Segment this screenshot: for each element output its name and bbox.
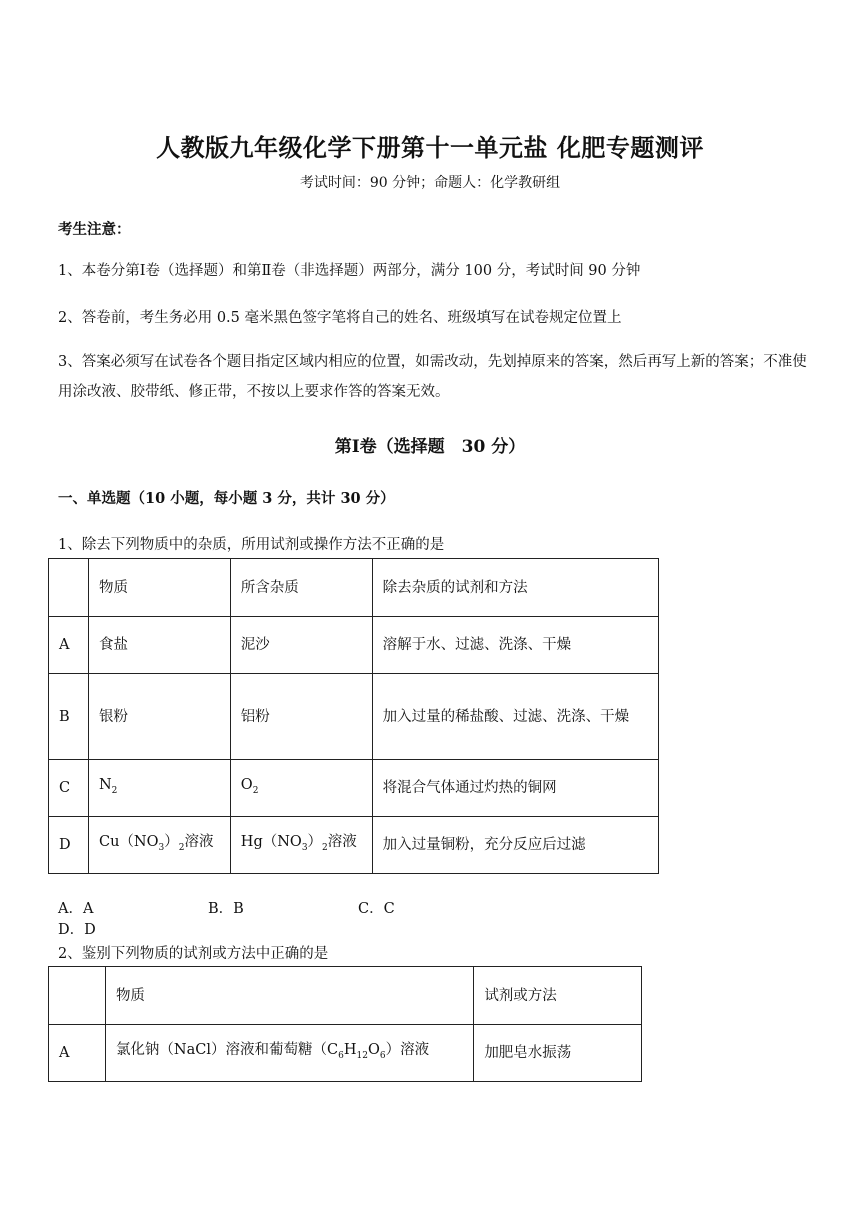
choice-d[interactable]: D．D: [58, 922, 96, 938]
subscript: 12: [356, 1050, 368, 1061]
notice-item-1: 1、本卷分第Ⅰ卷（选择题）和第Ⅱ卷（非选择题）两部分，满分 100 分，考试时间 90 分钟: [58, 263, 641, 279]
question-1-table: [48, 558, 659, 874]
table-cell: [105, 1025, 473, 1082]
formula-text: 氯化钠（NaCl）溶液和葡萄糖（C: [115, 1042, 339, 1059]
table-header: 物质: [105, 967, 473, 1025]
table-cell: 加入过量铜粉，充分反应后过滤: [372, 817, 658, 874]
subscript: 2: [111, 785, 118, 796]
notice-heading: 考生注意：: [58, 221, 131, 238]
subscript: 3: [301, 842, 308, 853]
subscript: 2: [178, 842, 185, 853]
notice-item-2: 2、答卷前，考生务必用 0.5 毫米黑色签字笔将自己的姓名、班级填写在试卷规定位置上: [58, 310, 622, 326]
row-label: A: [49, 617, 89, 674]
subscript: 2: [322, 842, 328, 853]
part-heading: 一、单选题（10 小题，每小题 3 分，共计 30 分）: [58, 490, 395, 507]
row-label: C: [49, 760, 89, 817]
row-label: B: [49, 674, 89, 760]
choice-a[interactable]: A．A: [58, 901, 94, 917]
subscript: 3: [158, 842, 165, 853]
table-cell: 食盐: [88, 617, 230, 674]
formula-suffix: 溶液: [327, 834, 357, 851]
choice-c[interactable]: C．C: [358, 901, 395, 917]
table-row: [49, 760, 659, 817]
formula-text: Cu（NO: [98, 834, 159, 851]
table-row: [49, 674, 659, 760]
table-cell: 溶解于水、过滤、洗涤、干燥: [372, 617, 658, 674]
formula-text: Hg（NO: [240, 834, 302, 851]
table-header-row: [49, 559, 659, 617]
section-heading: 第Ⅰ卷（选择题 30 分）: [334, 437, 526, 457]
page-title: 人教版九年级化学下册第十一单元盐 化肥专题测评: [156, 133, 704, 162]
table-cell: [230, 760, 372, 817]
exam-info: 考试时间：90 分钟；命题人：化学教研组: [299, 175, 561, 191]
table-header: 除去杂质的试剂和方法: [372, 559, 658, 617]
table-cell: 加入过量的稀盐酸、过滤、洗涤、干燥: [372, 674, 658, 760]
table-header: 物质: [88, 559, 230, 617]
subscript: 6: [379, 1050, 386, 1061]
row-label: D: [49, 817, 89, 874]
formula-text: O: [240, 777, 253, 794]
question-1-stem: 1、除去下列物质中的杂质，所用试剂或操作方法不正确的是: [58, 537, 445, 553]
subscript: 6: [338, 1050, 344, 1061]
question-2-stem: 2、鉴别下列物质的试剂或方法中正确的是: [58, 946, 329, 962]
table-cell: [88, 760, 230, 817]
table-cell: $Cu(NO_3)_2$溶液: [88, 817, 230, 874]
table-cell: 泥沙: [230, 617, 372, 674]
row-label: A: [49, 1025, 106, 1082]
table-cell: 将混合气体通过灼热的铜网: [372, 760, 658, 817]
table-cell: $Hg(NO_3)_2$溶液: [230, 817, 372, 874]
formula-text: ）溶液: [385, 1042, 430, 1059]
formula-text: O: [367, 1042, 380, 1059]
table-cell: 铝粉: [230, 674, 372, 760]
table-cell: [49, 967, 106, 1025]
notice-item-3: 3、答案必须写在试卷各个题目指定区域内相应的位置，如需改动，先划掉原来的答案，然后再写上新的答案；不准使用涂改液、胶带纸、修正带，不按以上要求作答的答案无效。: [58, 354, 807, 400]
question-1-choices: [58, 897, 578, 939]
subscript: 2: [252, 785, 259, 796]
table-row: [49, 617, 659, 674]
formula-text: H: [343, 1042, 357, 1059]
table-row: [49, 1025, 642, 1082]
table-row: [49, 817, 659, 874]
table-header: 所含杂质: [230, 559, 372, 617]
formula-suffix: 溶液: [184, 834, 214, 851]
table-cell: 加肥皂水振荡: [474, 1025, 642, 1082]
table-cell: 银粉: [88, 674, 230, 760]
formula-text: N: [98, 777, 112, 794]
table-header: 试剂或方法: [474, 967, 642, 1025]
question-2-table: [48, 966, 642, 1082]
table-header-row: [49, 967, 642, 1025]
table-cell: [49, 559, 89, 617]
choice-b[interactable]: B．B: [208, 901, 244, 917]
